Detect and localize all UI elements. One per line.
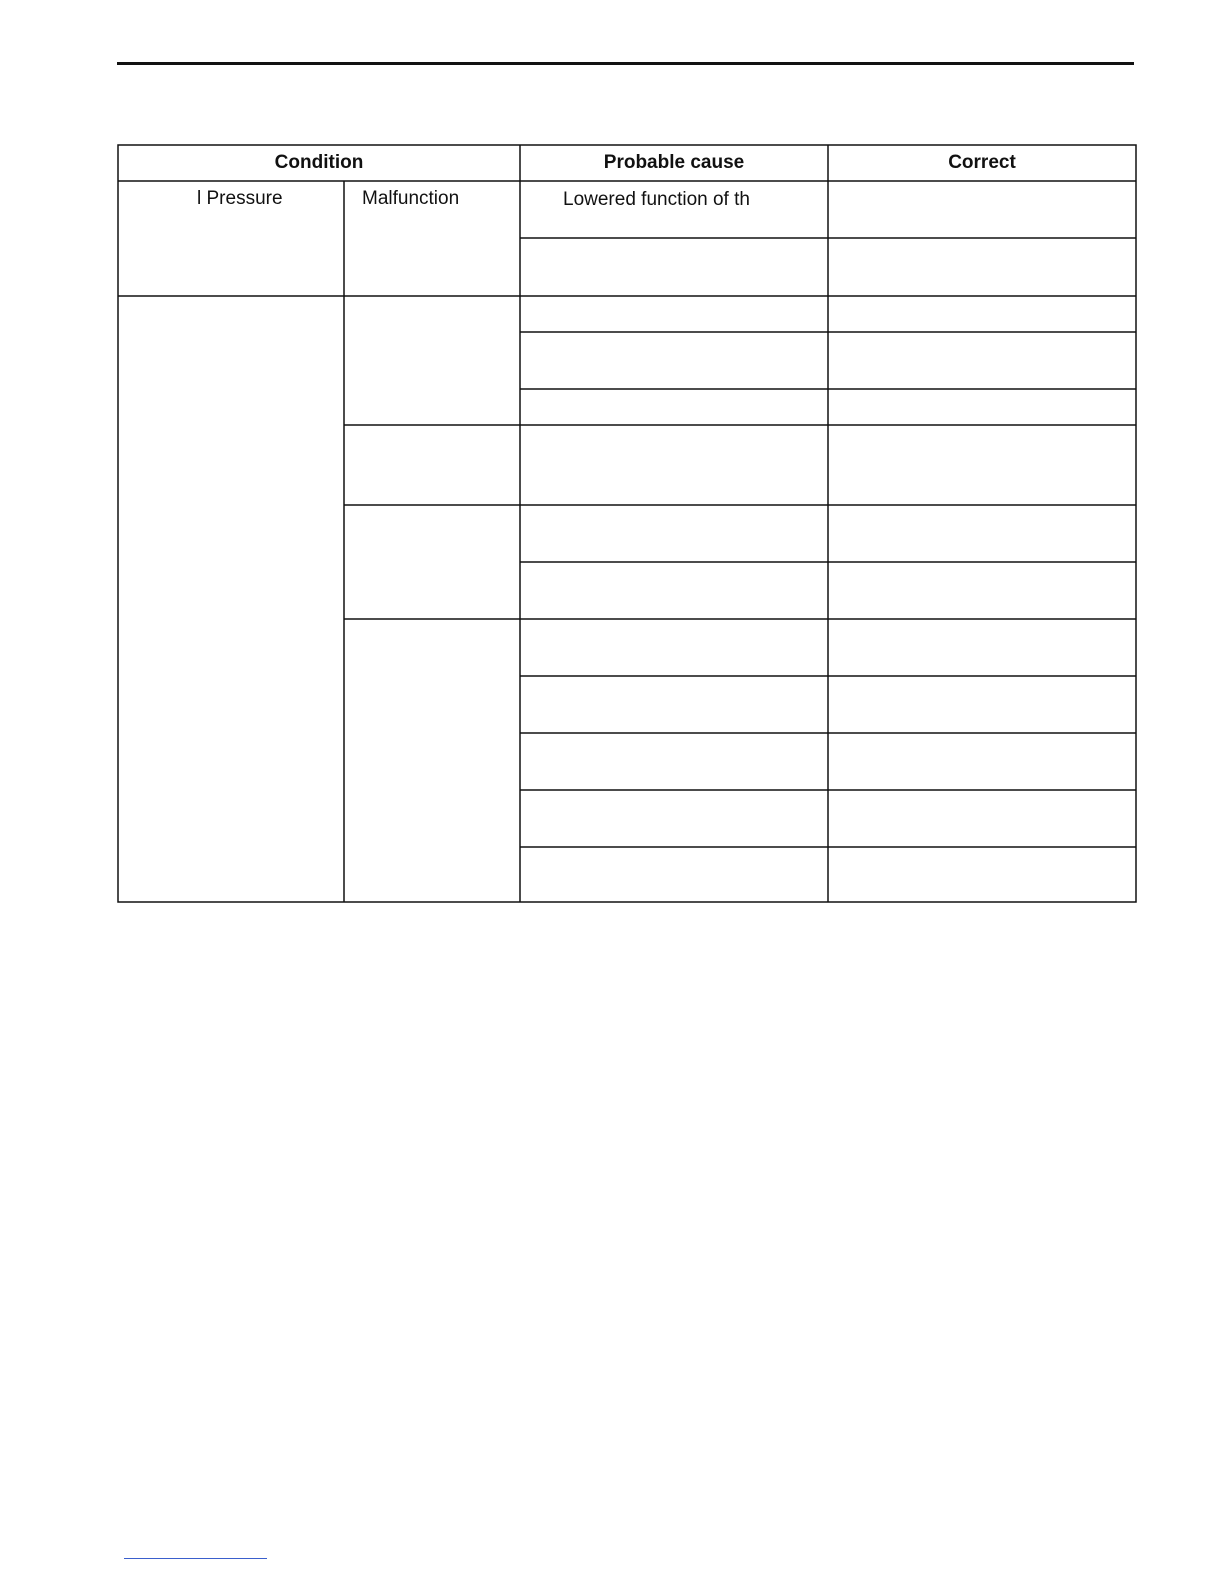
probable-cause-cell: Lowered function of th <box>563 189 750 210</box>
header-correct: Correct <box>948 152 1016 173</box>
table-grid <box>117 144 1137 903</box>
header-probable-cause: Probable cause <box>603 152 745 173</box>
header-condition: Condition <box>274 152 364 173</box>
condition-sub-cell: Malfunction <box>362 188 460 209</box>
condition-main-cell: l Pressure <box>197 188 283 209</box>
footer-link-underline <box>124 1558 267 1559</box>
troubleshooting-table <box>117 144 1137 903</box>
header-rule <box>117 62 1134 65</box>
